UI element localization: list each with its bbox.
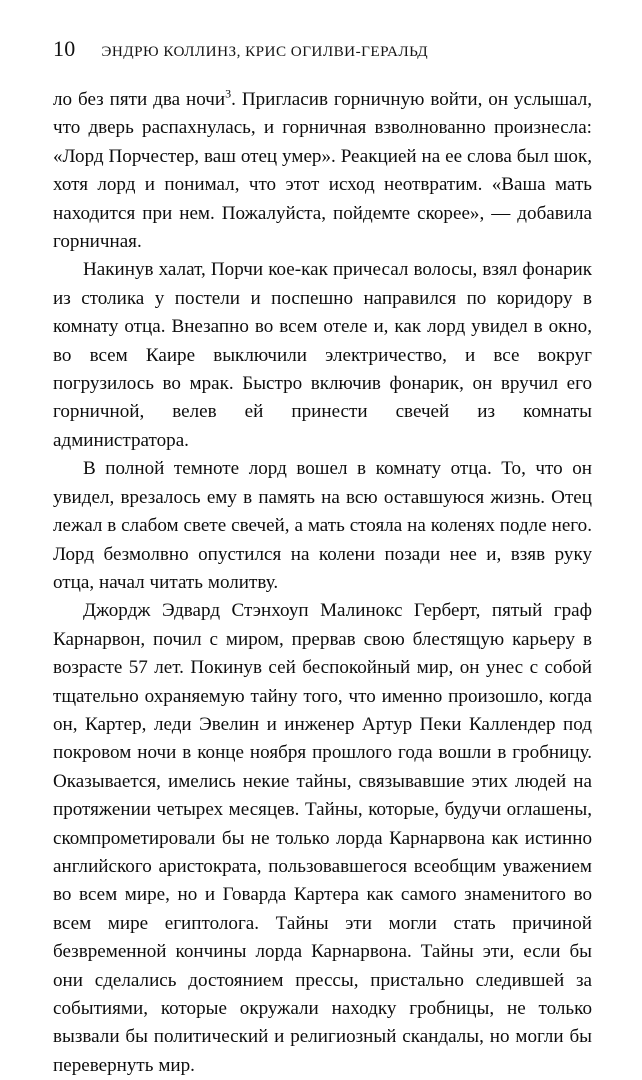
running-head-title: ЭНДРЮ КОЛЛИНЗ, КРИС ОГИЛВИ-ГЕРАЛЬД <box>101 43 429 60</box>
footnote-marker-3: 3 <box>225 86 232 101</box>
running-head <box>53 38 592 60</box>
paragraph-2: Накинув халат, Порчи кое-как причесал волосы, взял фонарик из столика у постели и поспешно направился по коридору в комнату отца. Внезапно во всем отеле и, как лорд увидел в окно, во всем Каире выключили электричество, и все вокруг погрузилось во мрак. Быстро включив фонарик, он вручил его горничной, велев ей принести свечей из комнаты администратора. <box>53 259 592 451</box>
paragraph-1-text-after-footnote: . Пригласив горничную войти, он услышал, что дверь распахнулась, и горничная взволнованно произнесла: «Лорд Порчестер, ваш отец умер». Реакцией на ее слова был шок, хотя лорд и понимал, что этот исход неотвратим. «Ваша мать находится при нем. Пожалуйста, пойдемте скорее», — добавила горничная. <box>53 89 593 253</box>
body-text-block <box>53 86 592 1080</box>
paragraph-4: Джордж Эдвард Стэнхоуп Малинокс Герберт, пятый граф Карнарвон, почил с миром, прервав свою блестящую карьеру в возрасте 57 лет. Покинув сей беспокойный мир, он унес с собой тщательно охраняемую тайну того, что именно произошло, когда он, Картер, леди Эвелин и инженер Артур Пеки Каллендер под покровом ночи в конце ноября прошлого года вошли в гробницу. Оказывается, имелись некие тайны, связывавшие этих людей на протяжении четырех месяцев. Тайны, которые, будучи оглашены, скомпрометировали бы не только лорда Карнарвона как истинно английского аристократа, пользовавшегося всеобщим уважением во всем мире, но и Говарда Картера как самого знаменитого во всем мире египтолога. Тайны эти могли стать причиной безвременной кончины лорда Карнарвона. Тайны эти, если бы они сделались достоянием прессы, пристально следившей за событиями, которые окружали находку гробницы, не только вызвали бы политический и религиозный скандалы, но могли бы перевернуть мир. <box>53 600 592 1076</box>
paragraph-1-text-before-footnote: ло без пяти два ночи <box>53 89 226 110</box>
page-number: 10 <box>53 36 76 61</box>
paragraph-3: В полной темноте лорд вошел в комнату отца. То, что он увидел, врезалось ему в память на всю оставшуюся жизнь. Отец лежал в слабом свете свечей, а мать стояла на коленях подле него. Лорд безмолвно опустился на колени позади нее и, взяв руку отца, начал читать молитву. <box>53 458 592 593</box>
paragraph-1 <box>53 86 592 256</box>
